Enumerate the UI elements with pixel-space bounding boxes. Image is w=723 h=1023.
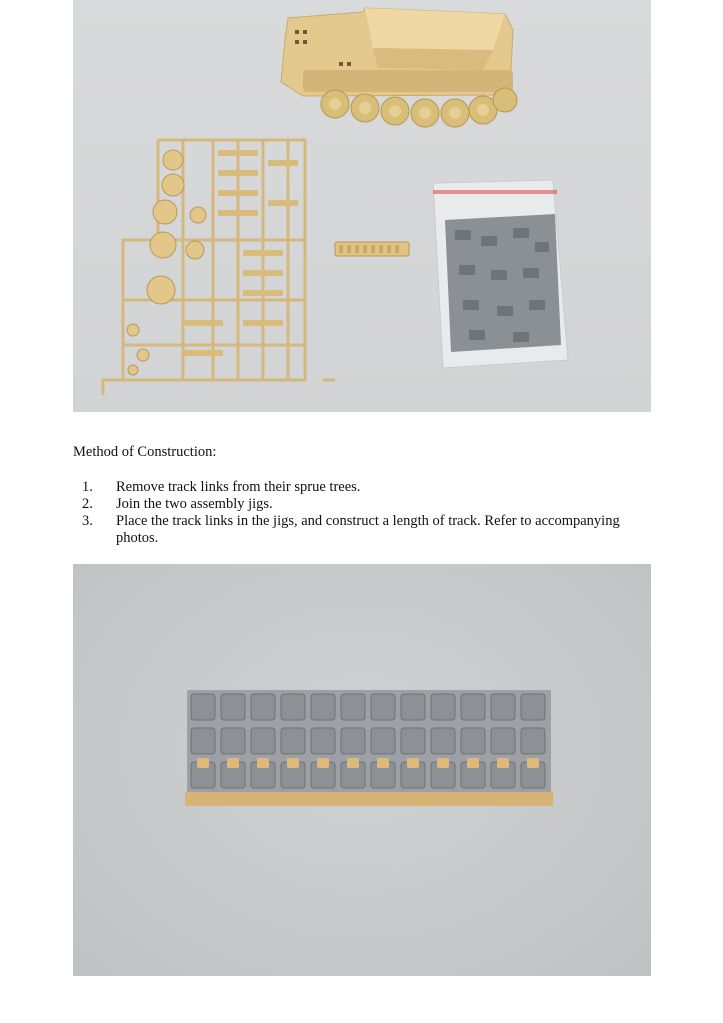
track-link bbox=[251, 694, 275, 720]
track-link bbox=[281, 694, 305, 720]
step-item bbox=[82, 513, 622, 547]
track-link bbox=[371, 694, 395, 720]
track-link bbox=[491, 694, 515, 720]
track-link bbox=[281, 728, 305, 754]
track-link bbox=[461, 728, 485, 754]
track-link bbox=[521, 694, 545, 720]
track-link bbox=[191, 694, 215, 720]
track-link bbox=[431, 694, 455, 720]
assembly-jig bbox=[335, 242, 409, 256]
track-link bbox=[461, 694, 485, 720]
jig-peg bbox=[377, 758, 389, 768]
jig-peg bbox=[527, 758, 539, 768]
sprue-parts bbox=[127, 150, 206, 375]
track-link bbox=[251, 728, 275, 754]
step-number: 2. bbox=[82, 496, 93, 512]
track-in-jig bbox=[185, 690, 553, 806]
jig-peg bbox=[497, 758, 509, 768]
kit-contents-photo bbox=[73, 0, 651, 412]
step-item bbox=[82, 479, 622, 496]
step-item bbox=[82, 496, 622, 513]
track-link bbox=[491, 728, 515, 754]
track-link bbox=[371, 728, 395, 754]
track-link bbox=[221, 728, 245, 754]
bagged-track-links bbox=[433, 180, 568, 368]
jig-peg bbox=[347, 758, 359, 768]
jig-peg bbox=[257, 758, 269, 768]
jig-peg bbox=[467, 758, 479, 768]
jig-peg bbox=[437, 758, 449, 768]
jig-peg bbox=[227, 758, 239, 768]
track-link bbox=[431, 728, 455, 754]
kit-contents-image bbox=[73, 0, 651, 412]
method-heading: Method of Construction: bbox=[73, 444, 217, 460]
jig-peg bbox=[287, 758, 299, 768]
step-text: Place the track links in the jigs, and construct a length of track. Refer to accompanying photos. bbox=[116, 513, 620, 546]
jig-peg bbox=[197, 758, 209, 768]
track-link bbox=[311, 728, 335, 754]
track-link bbox=[221, 694, 245, 720]
track-link bbox=[341, 728, 365, 754]
step-number: 3. bbox=[82, 513, 93, 529]
track-link bbox=[341, 694, 365, 720]
track-link bbox=[521, 728, 545, 754]
track-link bbox=[401, 694, 425, 720]
step-text: Remove track links from their sprue trees. bbox=[116, 479, 361, 495]
jig-peg bbox=[407, 758, 419, 768]
tank-hull-model bbox=[281, 8, 517, 127]
jig-peg bbox=[317, 758, 329, 768]
track-link bbox=[311, 694, 335, 720]
construction-steps bbox=[82, 479, 622, 547]
step-number: 1. bbox=[82, 479, 93, 495]
track-link bbox=[401, 728, 425, 754]
assembled-track-image bbox=[73, 564, 651, 976]
step-text: Join the two assembly jigs. bbox=[116, 496, 273, 512]
track-link bbox=[191, 728, 215, 754]
assembled-track-photo bbox=[73, 564, 651, 976]
